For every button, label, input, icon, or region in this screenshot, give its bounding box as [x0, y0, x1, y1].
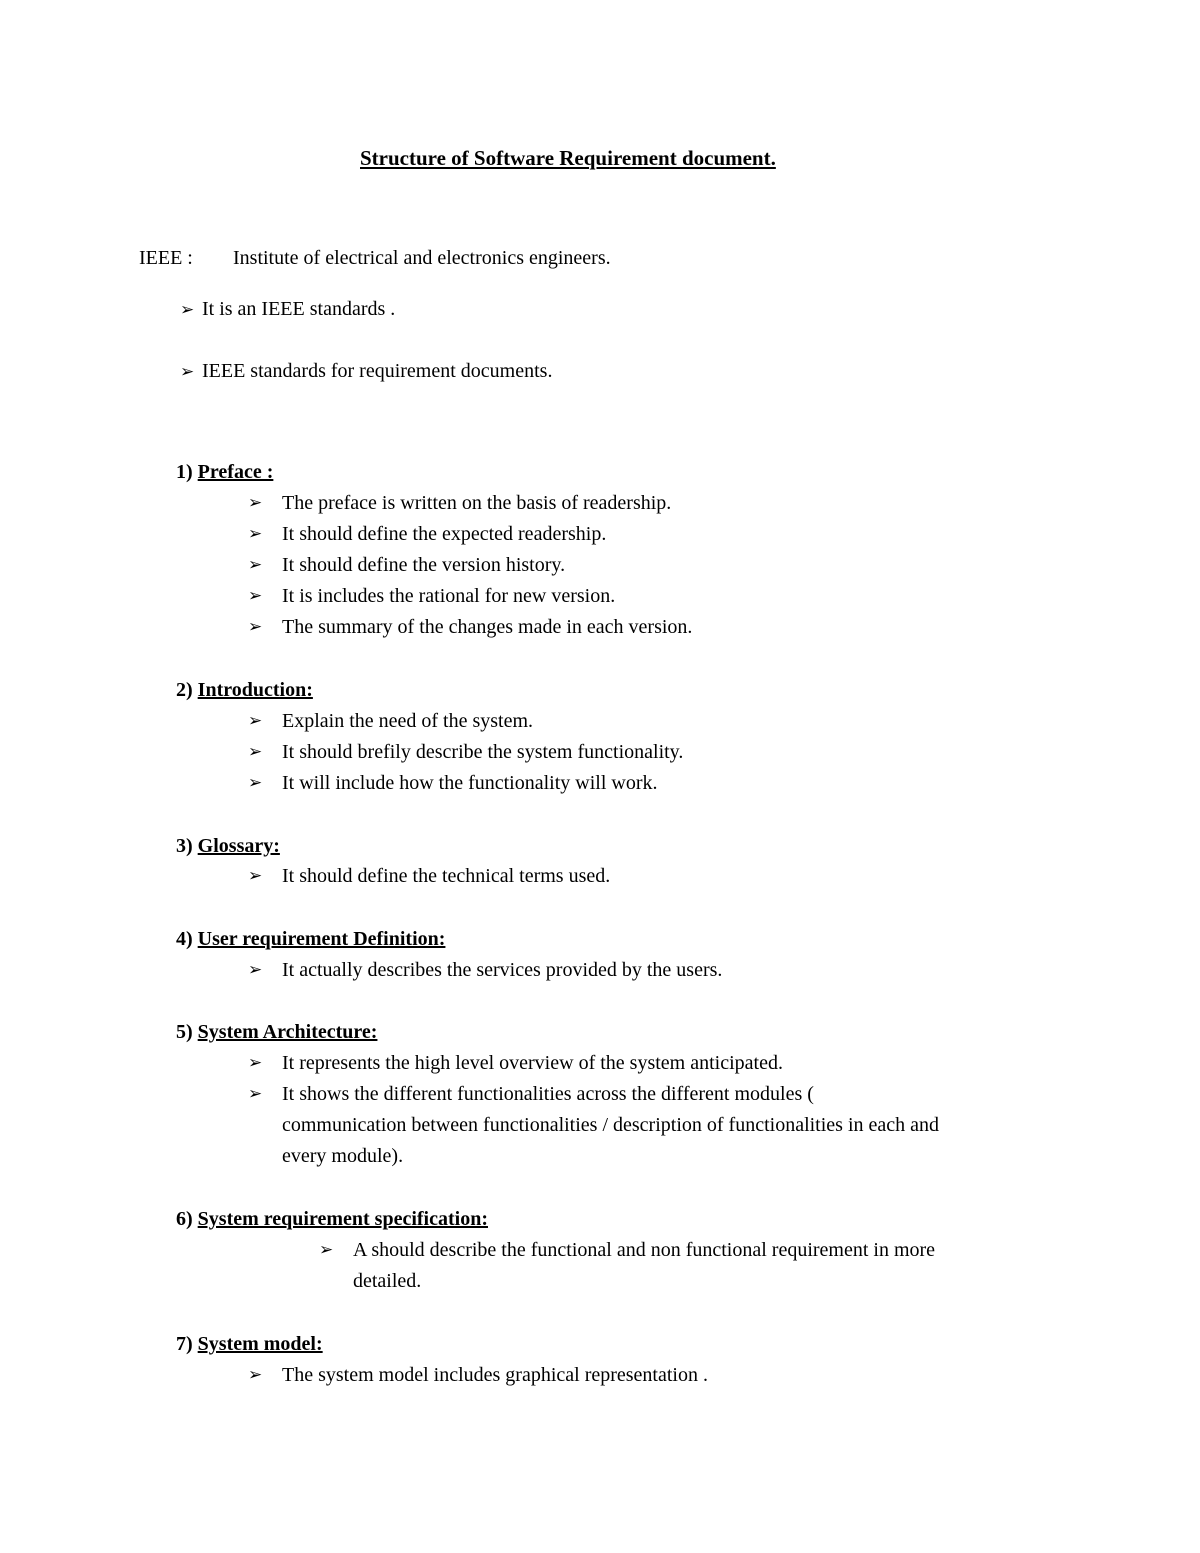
- arrowhead-bullet-icon: ➢: [248, 1365, 263, 1385]
- section-heading-system-model: [176, 1332, 323, 1356]
- arrowhead-bullet-icon: ➢: [180, 362, 195, 382]
- page-title: Structure of Software Requirement document.: [360, 146, 776, 170]
- list-item-continuation: communication between functionalities / description of functionalities in each and: [282, 1114, 940, 1136]
- ieee-expansion: Institute of electrical and electronics engineers.: [233, 247, 611, 269]
- section-heading-system-architecture: [176, 1020, 377, 1044]
- top-bullet-text: IEEE standards for requirement documents.: [202, 360, 553, 382]
- arrowhead-bullet-icon: ➢: [248, 773, 263, 793]
- arrowhead-bullet-icon: ➢: [248, 742, 263, 762]
- section-title: System model:: [197, 1333, 323, 1355]
- section-heading-system-requirement-specification: [176, 1207, 488, 1231]
- section-heading-user-requirement: [176, 927, 445, 951]
- section-number: 1): [176, 461, 193, 483]
- arrowhead-bullet-icon: ➢: [248, 617, 263, 637]
- arrowhead-bullet-icon: ➢: [180, 300, 195, 320]
- section-title: User requirement Definition:: [197, 928, 446, 950]
- top-bullet-text: It is an IEEE standards .: [202, 298, 396, 320]
- section-number: 6): [176, 1208, 193, 1230]
- arrowhead-bullet-icon: ➢: [248, 866, 263, 886]
- arrowhead-bullet-icon: ➢: [248, 524, 263, 544]
- section-title: Glossary:: [197, 835, 280, 857]
- section-title: Preface :: [197, 461, 274, 483]
- arrowhead-bullet-icon: ➢: [248, 960, 263, 980]
- arrowhead-bullet-icon: ➢: [248, 586, 263, 606]
- section-title: System requirement specification:: [197, 1208, 488, 1230]
- arrowhead-bullet-icon: ➢: [248, 1053, 263, 1073]
- top-bullet-2: [180, 359, 552, 384]
- arrowhead-bullet-icon: ➢: [248, 1084, 263, 1104]
- ieee-definition: [139, 246, 611, 270]
- section-title: System Architecture:: [197, 1021, 378, 1043]
- section-number: 4): [176, 928, 193, 950]
- document-page: Structure of Software Requirement document. IEEE : Institute of electrical and electronics engineers. ➢ It is an IEEE standards . ➢ IEEE standards for requirement documents. 1) Preface : ➢ The preface is written on the basis of readership. ➢ It should define the expected readership. ➢ It should define the version history. ➢ It is includes the rational for new version. ➢ The summary of the changes made in each version. 2) Introduction: ➢ Explain the need of the system. ➢ It should brefily describe the system functionality. ➢ It will include how the functionality will work. 3) Glossary: ➢ It should define the technical terms used. 4) User requirement Definition: ➢ It actually describes the services provided by the users. 5) System Architecture: ➢ It represents the high level overview of the system anticipated. ➢ It shows the different functionalities across the different modules ( communication between functionalities / description of functionalities in each and every module). 6) System requirement specification: ➢ A should describe the functional and non functional requirement in more detailed. 7) System model: ➢ The system model includes graphical representation .: [139, 146, 940, 1386]
- arrowhead-bullet-icon: ➢: [319, 1240, 334, 1260]
- top-bullet-1: [180, 297, 395, 322]
- section-number: 3): [176, 835, 193, 857]
- section-number: 7): [176, 1333, 193, 1355]
- list-item-continuation: every module).: [282, 1145, 404, 1167]
- section-title: Introduction:: [197, 679, 313, 701]
- section-heading-glossary: [176, 834, 280, 858]
- section-heading-preface: [176, 460, 273, 484]
- arrowhead-bullet-icon: ➢: [248, 493, 263, 513]
- section-heading-introduction: [176, 678, 313, 702]
- arrowhead-bullet-icon: ➢: [248, 711, 263, 731]
- list-item-continuation: detailed.: [353, 1270, 422, 1292]
- arrowhead-bullet-icon: ➢: [248, 555, 263, 575]
- ieee-label: IEEE :: [139, 247, 193, 269]
- section-number: 5): [176, 1021, 193, 1043]
- section-number: 2): [176, 679, 193, 701]
